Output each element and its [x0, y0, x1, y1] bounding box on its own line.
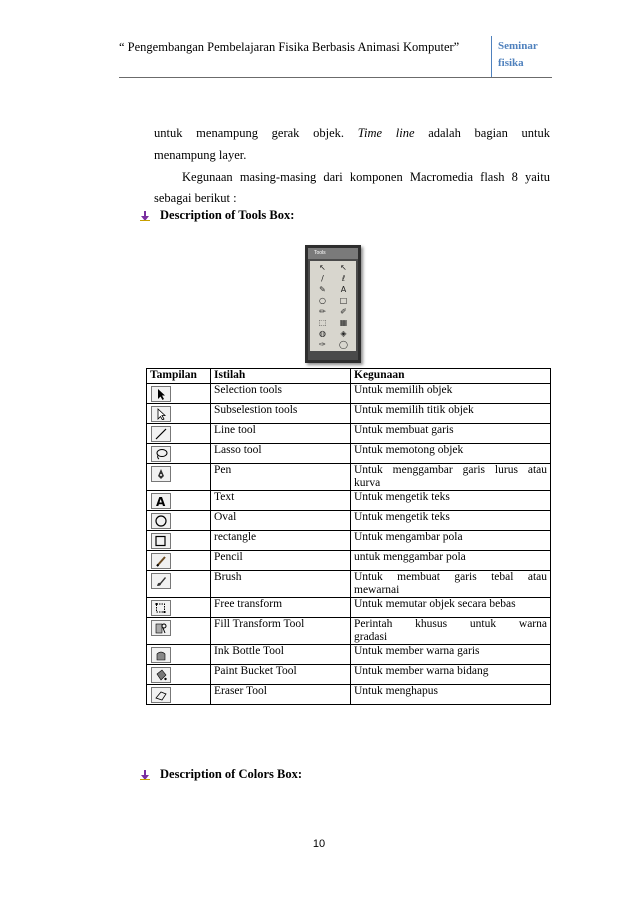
header-divider-vertical — [491, 36, 492, 78]
running-header-side-label — [498, 38, 556, 72]
table-row — [147, 598, 551, 618]
toolsbox-glyph: ◍ — [319, 329, 326, 338]
toolsbox-glyph: ℓ — [341, 274, 346, 283]
toolsbox-glyph: ▦ — [339, 318, 348, 327]
cell-tampilan — [147, 598, 211, 618]
table-row — [147, 404, 551, 424]
cell-istilah: Oval — [211, 511, 351, 531]
table-row — [147, 444, 551, 464]
page-number: 10 — [312, 838, 326, 850]
kegunaan-line-1: Untuk membuat garis — [354, 424, 454, 436]
text-tool-icon — [151, 493, 171, 509]
kegunaan-line-1: Untuk memotong objek — [354, 444, 464, 456]
kegunaan-line-1: Perintah khusus untuk warna — [354, 618, 547, 630]
cell-tampilan — [147, 685, 211, 705]
toolsbox-glyph: A — [340, 285, 347, 294]
tools-description-table — [146, 368, 551, 705]
table-row — [147, 384, 551, 404]
tools-box-grid — [310, 261, 356, 351]
cell-tampilan — [147, 384, 211, 404]
cell-tampilan — [147, 444, 211, 464]
table-row — [147, 618, 551, 645]
pen-tool-icon — [151, 466, 171, 482]
kegunaan-line-1: Untuk memilih objek — [354, 384, 453, 396]
toolsbox-glyph: ↖ — [340, 263, 347, 272]
table-row — [147, 685, 551, 705]
fill-transform-icon — [151, 620, 171, 636]
cell-istilah: rectangle — [211, 531, 351, 551]
cell-kegunaan — [351, 685, 551, 705]
lasso-tool-icon — [151, 446, 171, 462]
toolsbox-glyph: ⬚ — [318, 318, 327, 327]
toolsbox-glyph: ↖ — [319, 263, 326, 272]
toolsbox-glyph: ✑ — [319, 340, 326, 349]
cell-istilah: Eraser Tool — [211, 685, 351, 705]
cell-kegunaan — [351, 665, 551, 685]
table-row — [147, 511, 551, 531]
tools-box-image — [305, 245, 361, 363]
cell-kegunaan — [351, 531, 551, 551]
table-row — [147, 531, 551, 551]
cell-tampilan — [147, 464, 211, 491]
table-row — [147, 645, 551, 665]
kegunaan-line-1: Untuk mengetik teks — [354, 511, 450, 523]
table-row — [147, 464, 551, 491]
cell-kegunaan — [351, 464, 551, 491]
svg-text:A: A — [156, 495, 166, 507]
cell-kegunaan — [351, 511, 551, 531]
table-row — [147, 424, 551, 444]
cell-istilah: Lasso tool — [211, 444, 351, 464]
cell-tampilan — [147, 551, 211, 571]
tools-box-heading: Description of Tools Box: — [160, 208, 295, 222]
bullet-arrow-icon — [140, 770, 150, 780]
header-tampilan: Tampilan — [147, 369, 211, 384]
table-row — [147, 491, 551, 511]
cell-istilah: Pen — [211, 464, 351, 491]
cell-istilah: Pencil — [211, 551, 351, 571]
cell-istilah: Paint Bucket Tool — [211, 665, 351, 685]
cell-kegunaan — [351, 598, 551, 618]
cell-istilah: Brush — [211, 571, 351, 598]
table-header-row — [147, 369, 551, 384]
cell-kegunaan — [351, 645, 551, 665]
header-istilah: Istilah — [211, 369, 351, 384]
toolsbox-glyph: ✏ — [319, 307, 326, 316]
cell-tampilan — [147, 424, 211, 444]
header-kegunaan: Kegunaan — [351, 369, 551, 384]
subselection-tool-icon — [151, 406, 171, 422]
tools-box-title: Tools — [308, 248, 358, 259]
ink-bottle-icon — [151, 647, 171, 663]
cell-tampilan — [147, 645, 211, 665]
toolsbox-glyph: ✐ — [340, 307, 347, 316]
colors-box-heading: Description of Colors Box: — [160, 767, 302, 781]
cell-tampilan — [147, 618, 211, 645]
header-rule — [119, 77, 552, 78]
cell-istilah: Free transform — [211, 598, 351, 618]
p1-text-a: untuk menampung gerak objek. — [154, 126, 345, 140]
toolsbox-glyph: ◈ — [340, 329, 347, 338]
cell-istilah: Selection tools — [211, 384, 351, 404]
free-transform-icon — [151, 600, 171, 616]
kegunaan-line-1: Untuk membuat garis tebal atau — [354, 571, 547, 583]
kegunaan-line-2: gradasi — [354, 631, 388, 643]
paragraph-2-line-1: Kegunaan masing-masing dari komponen Macromedia flash 8 yaitu — [182, 170, 550, 184]
kegunaan-line-2: kurva — [354, 477, 381, 489]
kegunaan-line-1: Untuk mengetik teks — [354, 491, 450, 503]
cell-kegunaan — [351, 444, 551, 464]
kegunaan-line-1: Untuk memutar objek secara bebas — [354, 598, 516, 610]
side-label-line2: fisika — [498, 57, 524, 70]
toolsbox-glyph: ✎ — [319, 285, 326, 294]
rectangle-tool-icon — [151, 533, 171, 549]
cell-tampilan — [147, 665, 211, 685]
kegunaan-line-1: Untuk mengambar pola — [354, 531, 463, 543]
table-row — [147, 571, 551, 598]
kegunaan-line-1: Untuk menggambar garis lurus atau — [354, 464, 547, 476]
cell-tampilan — [147, 571, 211, 598]
cell-istilah: Text — [211, 491, 351, 511]
toolsbox-glyph: / — [321, 274, 324, 283]
eraser-tool-icon — [151, 687, 171, 703]
kegunaan-line-1: Untuk member warna bidang — [354, 665, 489, 677]
line-tool-icon — [151, 426, 171, 442]
paragraph-1-line-2: menampung layer. — [154, 148, 247, 162]
cell-istilah: Fill Transform Tool — [211, 618, 351, 645]
table-row — [147, 551, 551, 571]
kegunaan-line-1: untuk menggambar pola — [354, 551, 466, 563]
brush-tool-icon — [151, 573, 171, 589]
kegunaan-line-1: Untuk memilih titik objek — [354, 404, 474, 416]
oval-tool-icon — [151, 513, 171, 529]
bullet-arrow-icon — [140, 211, 150, 221]
kegunaan-line-2: mewarnai — [354, 584, 400, 596]
cell-kegunaan — [351, 618, 551, 645]
kegunaan-line-1: Untuk member warna garis — [354, 645, 480, 657]
cell-kegunaan — [351, 384, 551, 404]
paint-bucket-icon — [151, 667, 171, 683]
side-label-line1: Seminar — [498, 40, 538, 52]
toolsbox-glyph: ○ — [319, 296, 326, 305]
paragraph-2-line-2: sebagai berikut : — [154, 191, 237, 205]
table-row — [147, 665, 551, 685]
cell-istilah: Line tool — [211, 424, 351, 444]
cell-kegunaan — [351, 424, 551, 444]
running-header-title: “ Pengembangan Pembelajaran Fisika Berbasis Animasi Komputer” — [119, 40, 460, 54]
cell-istilah: Ink Bottle Tool — [211, 645, 351, 665]
cell-tampilan — [147, 404, 211, 424]
cell-kegunaan — [351, 571, 551, 598]
cell-tampilan — [147, 491, 211, 511]
p1-italic-term: Time line — [357, 126, 415, 140]
cell-kegunaan — [351, 404, 551, 424]
paragraph-1-line-1 — [154, 124, 550, 142]
kegunaan-line-1: Untuk menghapus — [354, 685, 439, 697]
selection-tool-icon — [151, 386, 171, 402]
cell-kegunaan — [351, 551, 551, 571]
cell-tampilan — [147, 531, 211, 551]
toolsbox-glyph: □ — [339, 296, 348, 305]
cell-tampilan — [147, 511, 211, 531]
toolsbox-glyph: ◯ — [339, 340, 348, 349]
pencil-tool-icon — [151, 553, 171, 569]
p1-text-b: adalah bagian untuk — [428, 126, 551, 140]
cell-istilah: Subselestion tools — [211, 404, 351, 424]
cell-kegunaan — [351, 491, 551, 511]
